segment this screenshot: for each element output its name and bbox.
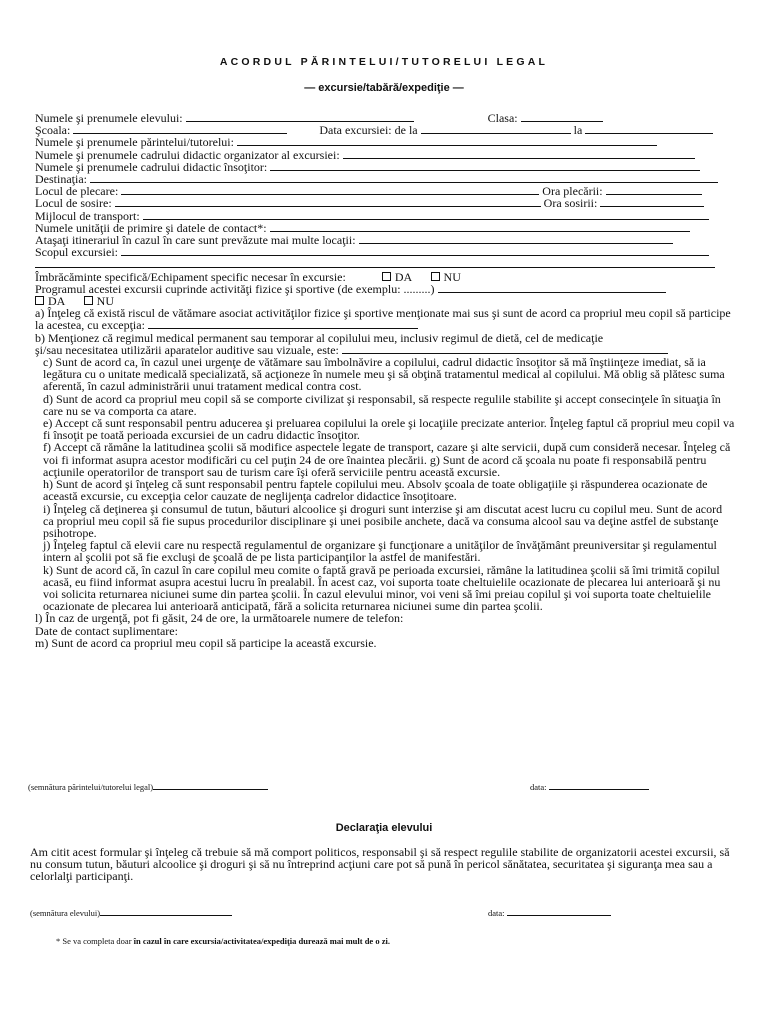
organizer-label: Numele şi prenumele cadrului didactic organizator al excursiei: — [35, 147, 340, 162]
trip-date-from-field[interactable] — [421, 124, 571, 134]
departure-place-label: Locul de plecare: — [35, 184, 119, 199]
clause-c: c) Sunt de acord ca, în cazul unei urgenţe de vătămare sau îmbolnăvire a copilului, cadrul didactic însoţitor să mă înştiinţeze imediat, să ia legătura cu o unitate medicală specializată, să acţioneze în numele meu şi să obţină tratamentul medical al copilului. Mă oblig să plătesc suma aferentă, în cazul administrării unui tratament medical contra cost. — [43, 355, 725, 394]
clause-e: e) Accept că sunt responsabil pentru aducerea şi preluarea copilului la orele şi locaţiile precizate anterior. Înţeleg faptul că propriul meu copil va fi însoţit pe toată perioada excursiei de un cadru didactic însoţitor. — [43, 416, 735, 443]
arrival-time-field[interactable] — [600, 197, 704, 207]
transport-field[interactable] — [143, 210, 709, 220]
footnote-prefix: * Se va completa doar — [56, 936, 132, 946]
parent-date-label: data: — [530, 782, 547, 792]
row-arrival — [35, 197, 735, 209]
parent-signature-field[interactable] — [153, 782, 268, 790]
class-field[interactable] — [521, 112, 603, 122]
row-physical-activities — [35, 283, 735, 295]
host-unit-field[interactable] — [270, 222, 690, 232]
student-date-label: data: — [488, 908, 505, 918]
host-unit-label: Numele unităţii de primire şi datele de contact*: — [35, 220, 267, 235]
clause-h: h) Sunt de acord şi înţeleg că sunt responsabil pentru faptele copilului meu. Absolv şcoala de toate obligaţiile şi răspunderea ocazionate de această excursie, cu excepţia celor cauzate de neglijenţa cadrelor didactice însoţitoare. — [43, 477, 708, 504]
arrival-place-label: Locul de sosire: — [35, 196, 112, 211]
equipment-yes-label: DA — [394, 269, 412, 284]
trip-date-label: Data excursiei: de la — [319, 123, 418, 138]
student-signature — [30, 908, 232, 918]
physical-activities-label: Programul acestei excursii cuprinde activităţi fizice şi sportive (de exemplu: .........) — [35, 281, 435, 296]
activities-yes-checkbox[interactable] — [35, 296, 44, 305]
student-date — [488, 908, 611, 918]
departure-time-field[interactable] — [606, 185, 702, 195]
row-departure — [35, 185, 735, 197]
school-label: Şcoala: — [35, 123, 71, 138]
arrival-place-field[interactable] — [115, 197, 541, 207]
departure-place-field[interactable] — [121, 185, 539, 195]
clause-d: d) Sunt de acord ca propriul meu copil să se comporte civilizat şi responsabil, să respecte regulile stabilite şi accept consecinţele în situaţia în care nu se va comporta ca atare. — [43, 391, 721, 418]
declaration-text: Am citit acest formular şi înţeleg că trebuie să mă comport politicos, responsabil şi să respect regulile stabilite de organizatorii acestei excursii, să nu consum tutun, băuturi alcoolice şi droguri şi să nu întreprind acţiuni care pot să pună în pericol sănătatea, securitatea şi siguranţa mea sau a celorlalţi participanţi. — [30, 845, 730, 884]
clause-j: j) Înţeleg faptul că elevii care nu respectă regulamentul de organizare şi funcţionare a unităţilor de învăţământ preuniversitar şi regulamentul intern al şcolii pot să fie excluşi de şcoală de pe lista participanţilor la astfel de manifestări. — [43, 538, 717, 565]
trip-date-to-label: la — [573, 123, 583, 138]
equipment-label: Îmbrăcăminte specifică/Echipament specific necesar în excursie: — [35, 269, 346, 284]
footnote-emphasis: în cazul în care excursia/activitatea/expediţia durează mai mult de o zi. — [133, 936, 390, 946]
clause-a — [35, 307, 735, 331]
consent-form — [35, 112, 735, 649]
parent-date-field[interactable] — [549, 782, 649, 790]
activities-no-checkbox[interactable] — [84, 296, 93, 305]
accompanying-field[interactable] — [270, 161, 700, 171]
itinerary-label: Ataşaţi itinerariul în cazul în care sunt prevăzute mai multe locaţii: — [35, 233, 356, 248]
clause-b-text-2: şi/sau necesitatea utilizării aparatelor auditive sau vizuale, este: — [35, 342, 339, 357]
organizer-field[interactable] — [343, 149, 695, 159]
clause-b-field[interactable] — [342, 344, 668, 354]
clause-l: l) În caz de urgenţă, pot fi găsit, 24 de ore, la următoarele numere de telefon: — [35, 611, 404, 626]
parent-name-label: Numele şi prenumele părintelui/tutorelui: — [35, 135, 234, 150]
row-destination — [35, 173, 735, 185]
student-name-field[interactable] — [186, 112, 414, 122]
clause-m: m) Sunt de acord ca propriul meu copil să participe la această excursie. — [35, 635, 377, 650]
purpose-label: Scopul excursiei: — [35, 245, 118, 260]
purpose-field-line2[interactable] — [35, 258, 715, 268]
clause-a-text: a) Înţeleg că există riscul de vătămare asociat activităţilor fizice şi sportive menţionate mai sus şi sunt de acord ca propriul meu copil să participe la acestea, cu excepţia: — [35, 306, 731, 333]
departure-time-label: Ora plecării: — [542, 184, 603, 199]
itinerary-field[interactable] — [359, 234, 673, 244]
destination-field[interactable] — [90, 173, 718, 183]
clause-i: i) Înţeleg că deţinerea şi consumul de tutun, băuturi alcoolice şi droguri sunt interzise şi am discutat acest lucru cu copilul meu. Sunt de acord ca propriul meu copil să fie supus procedurilor disciplinare şi unei posibile anchete, dacă va consuma alcool sau va deţine astfel de substanţe psihotrope. — [43, 501, 723, 540]
school-field[interactable] — [73, 124, 287, 134]
arrival-time-label: Ora sosirii: — [543, 196, 598, 211]
row-accompanying — [35, 161, 735, 173]
student-date-field[interactable] — [507, 908, 611, 916]
accompanying-label: Numele şi prenumele cadrului didactic însoţitor: — [35, 159, 268, 174]
parent-name-field[interactable] — [237, 136, 657, 146]
purpose-field[interactable] — [121, 246, 709, 256]
form-subtitle: — excursie/tabără/expediţie — — [304, 82, 464, 94]
clause-f-g: f) Accept că rămâne la latitudinea şcolii să modifice aspectele legate de transport, cazare şi alte servicii, după cum consideră necesar. Înţeleg că voi fi informat asupra acestor modificări cu cel puţin 24 de ore înaintea plecării. g) Sunt de acord că şcoala nu poate fi responsabilă pentru acţiunile operatorilor de transport sau de turism care îşi oferă serviciile pentru această excursie. — [43, 440, 731, 479]
parent-signature — [28, 782, 268, 792]
row-itinerary — [35, 234, 735, 246]
footnote — [56, 936, 390, 946]
student-signature-label: (semnătura elevului) — [30, 908, 101, 918]
activities-no-label: NU — [96, 294, 115, 309]
form-title: ACORDUL PĂRINTELUI/TUTORELUI LEGAL — [219, 56, 549, 68]
physical-activities-field[interactable] — [438, 283, 666, 293]
clause-b-text: b) Menţionez că regimul medical permanent sau temporar al copilului meu, inclusiv regimul de dietă, cel de medicaţie — [35, 330, 604, 345]
parent-date — [530, 782, 649, 792]
student-name-label: Numele şi prenumele elevului: — [35, 111, 183, 125]
equipment-no-label: NU — [443, 269, 461, 284]
contact-details: Date de contact suplimentare: — [35, 623, 178, 638]
clause-a-field[interactable] — [148, 319, 418, 329]
class-label: Clasa: — [487, 111, 518, 125]
trip-date-to-field[interactable] — [585, 124, 713, 134]
equipment-no-checkbox[interactable] — [431, 272, 440, 281]
row-purpose — [35, 246, 735, 258]
destination-label: Destinaţia: — [35, 172, 87, 187]
equipment-yes-checkbox[interactable] — [382, 272, 391, 281]
declaration-title: Declaraţia elevului — [335, 822, 433, 834]
clause-k: k) Sunt de acord că, în cazul în care copilul meu comite o faptă gravă pe perioada excursiei, rămâne la latitudinea şcolii să îmi trimită copilul acasă, eu fiind informat asupra acestui lucru în prealabil. În acest caz, voi suporta toate cheltuielile ocazionate de plecarea lui anterioară şi nu voi solicita returnarea niciunei sume din partea şcolii. În cazul elevului minor, voi veni să îmi preiau copilul şi voi suporta toate cheltuielile ocazionate de plecarea lui anterioară anticipată, fără a solicita returnarea niciunei sume din partea şcolii. — [43, 562, 721, 614]
transport-label: Mijlocul de transport: — [35, 208, 140, 223]
student-signature-field[interactable] — [100, 908, 232, 916]
activities-yes-label: DA — [48, 294, 65, 309]
parent-signature-label: (semnătura părintelui/tutorelui legal) — [28, 782, 154, 792]
